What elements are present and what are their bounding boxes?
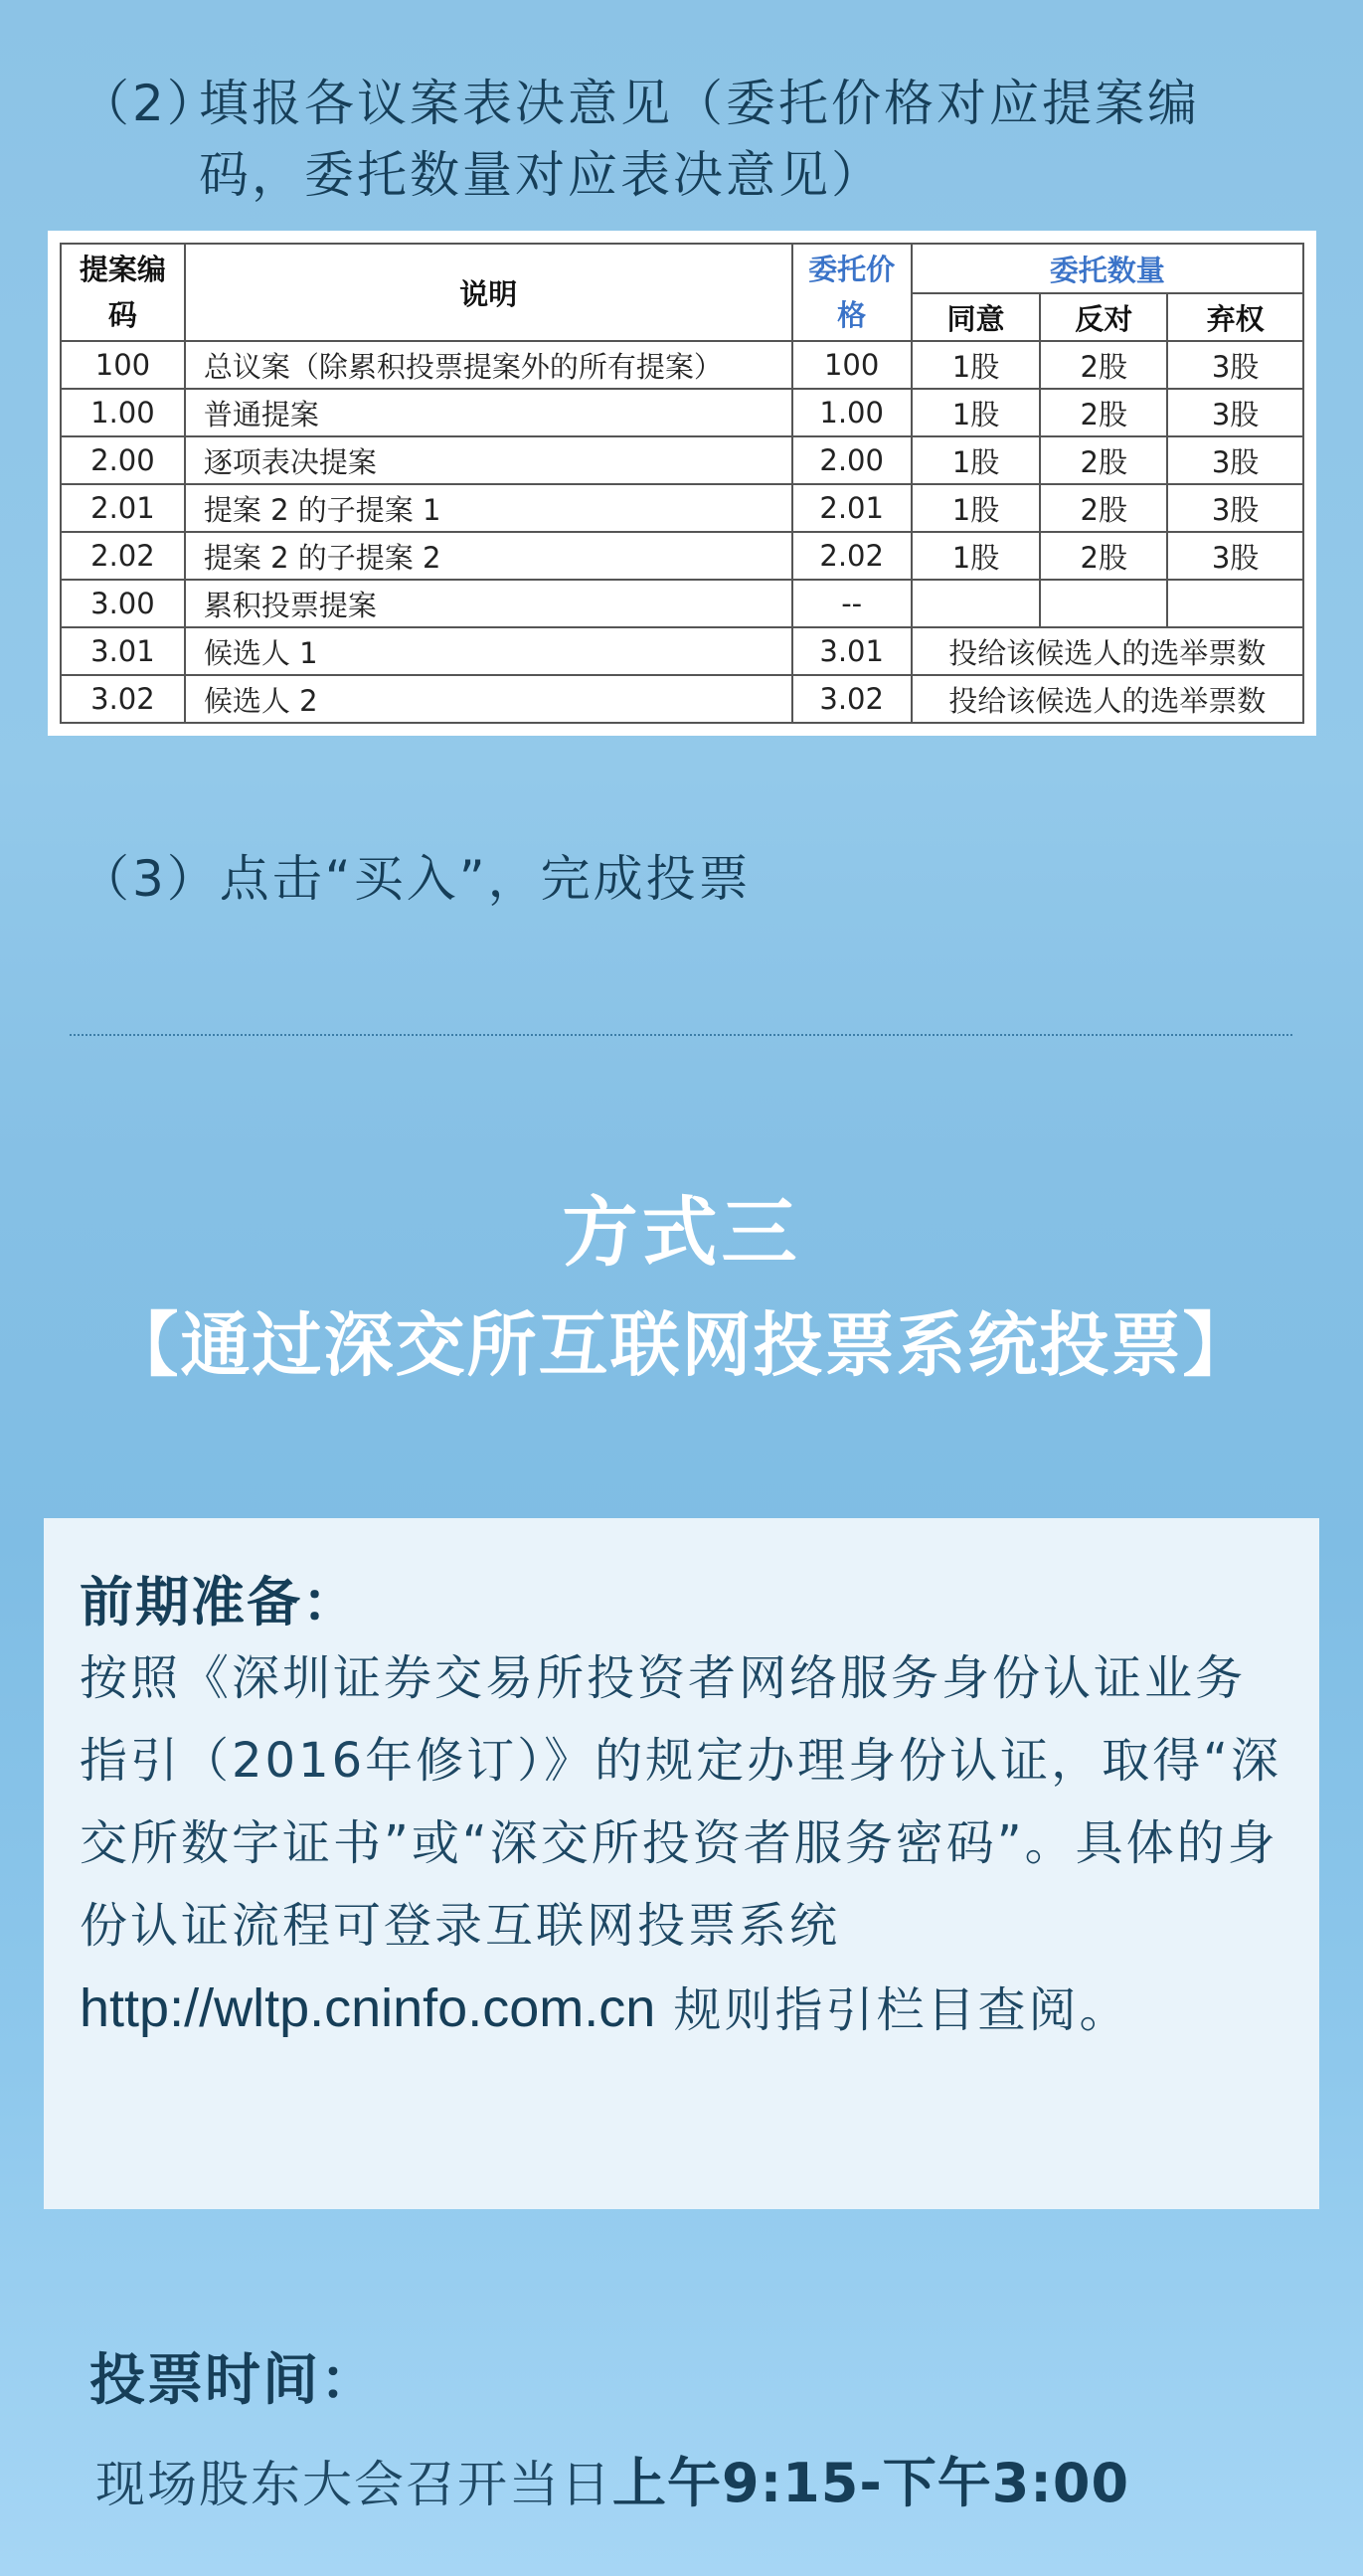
- row-desc: 总议案（除累积投票提案外的所有提案）: [185, 341, 792, 389]
- table-row: [61, 389, 1303, 436]
- row-desc: 候选人 2: [185, 675, 792, 723]
- header-qty: 委托数量: [912, 244, 1303, 293]
- row-vote-count: 投给该候选人的选举票数: [912, 675, 1303, 723]
- table-row: [61, 436, 1303, 484]
- row-code: 2.01: [61, 484, 185, 532]
- row-code: 2.00: [61, 436, 185, 484]
- row-code: 3.01: [61, 627, 185, 675]
- table-row: [61, 484, 1303, 532]
- dotted-divider: [70, 1034, 1292, 1036]
- row-price: 100: [792, 341, 912, 389]
- method-3-title: 方式三: [562, 1188, 801, 1277]
- row-desc: 提案 2 的子提案 2: [185, 532, 792, 580]
- preparation-text: [80, 1637, 1292, 2052]
- table-row: [61, 532, 1303, 580]
- row-against: 2股: [1040, 484, 1167, 532]
- voting-time-text: [95, 2441, 1129, 2517]
- method-3-subtitle: 【通过深交所互联网投票系统投票】: [108, 1304, 1255, 1386]
- header-agree: 同意: [912, 293, 1041, 341]
- row-vote-count: 投给该候选人的选举票数: [912, 627, 1303, 675]
- row-price: --: [792, 580, 912, 627]
- row-code: 1.00: [61, 389, 185, 436]
- row-abstain: 3股: [1167, 484, 1303, 532]
- voting-time-title: 投票时间：: [89, 2348, 378, 2413]
- step-2-line-1: 填报各议案表决意见（委托价格对应提案编: [199, 75, 1200, 132]
- voting-system-url: http://wltp.cninfo.com.cn: [80, 1978, 656, 2038]
- row-against: 2股: [1040, 532, 1167, 580]
- row-agree: 1股: [912, 532, 1041, 580]
- voting-time-day: 现场股东大会召开当日: [95, 2456, 612, 2513]
- row-agree: 1股: [912, 436, 1041, 484]
- row-price: 3.02: [792, 675, 912, 723]
- step-3-instruction: （3）点击“买入”，完成投票: [80, 850, 752, 908]
- step-2-instruction: [80, 68, 1273, 211]
- row-abstain: [1167, 580, 1303, 627]
- row-agree: [912, 580, 1041, 627]
- preparation-text-body: 按照《深圳证券交易所投资者网络服务身份认证业务指引（2016年修订）》的规定办理身份认证，取得“深交所数字证书”或“深交所投资者服务密码”。具体的身份认证流程可登录互联网投票系统: [80, 1650, 1282, 1954]
- row-desc: 逐项表决提案: [185, 436, 792, 484]
- table-row: [61, 580, 1303, 627]
- row-code: 3.02: [61, 675, 185, 723]
- header-desc: 说明: [185, 244, 792, 341]
- voting-time-hours: 上午9:15-下午3:00: [612, 2452, 1130, 2514]
- preparation-text-tail: 规则指引栏目查阅。: [655, 1982, 1130, 2038]
- step-2-number: （2）: [80, 75, 220, 132]
- row-abstain: 3股: [1167, 389, 1303, 436]
- header-price: 委托价格: [792, 244, 912, 341]
- table-row: [61, 341, 1303, 389]
- voting-table: [60, 243, 1304, 724]
- table-row: [61, 675, 1303, 723]
- preparation-title: 前期准备：: [80, 1571, 358, 1633]
- header-code: 提案编码: [61, 244, 185, 341]
- row-price: 1.00: [792, 389, 912, 436]
- header-against: 反对: [1040, 293, 1167, 341]
- step-2-line-2: 码，委托数量对应表决意见）: [199, 146, 884, 204]
- row-agree: 1股: [912, 484, 1041, 532]
- row-desc: 提案 2 的子提案 1: [185, 484, 792, 532]
- row-against: 2股: [1040, 341, 1167, 389]
- row-desc: 候选人 1: [185, 627, 792, 675]
- row-price: 2.02: [792, 532, 912, 580]
- row-code: 100: [61, 341, 185, 389]
- row-desc: 普通提案: [185, 389, 792, 436]
- row-agree: 1股: [912, 341, 1041, 389]
- voting-table-card: [48, 231, 1316, 736]
- row-against: [1040, 580, 1167, 627]
- table-row: [61, 627, 1303, 675]
- row-desc: 累积投票提案: [185, 580, 792, 627]
- row-code: 3.00: [61, 580, 185, 627]
- row-price: 2.00: [792, 436, 912, 484]
- row-price: 2.01: [792, 484, 912, 532]
- preparation-card: [44, 1518, 1319, 2209]
- row-against: 2股: [1040, 389, 1167, 436]
- header-abstain: 弃权: [1167, 293, 1303, 341]
- row-abstain: 3股: [1167, 341, 1303, 389]
- row-agree: 1股: [912, 389, 1041, 436]
- row-abstain: 3股: [1167, 532, 1303, 580]
- row-price: 3.01: [792, 627, 912, 675]
- row-against: 2股: [1040, 436, 1167, 484]
- row-abstain: 3股: [1167, 436, 1303, 484]
- row-code: 2.02: [61, 532, 185, 580]
